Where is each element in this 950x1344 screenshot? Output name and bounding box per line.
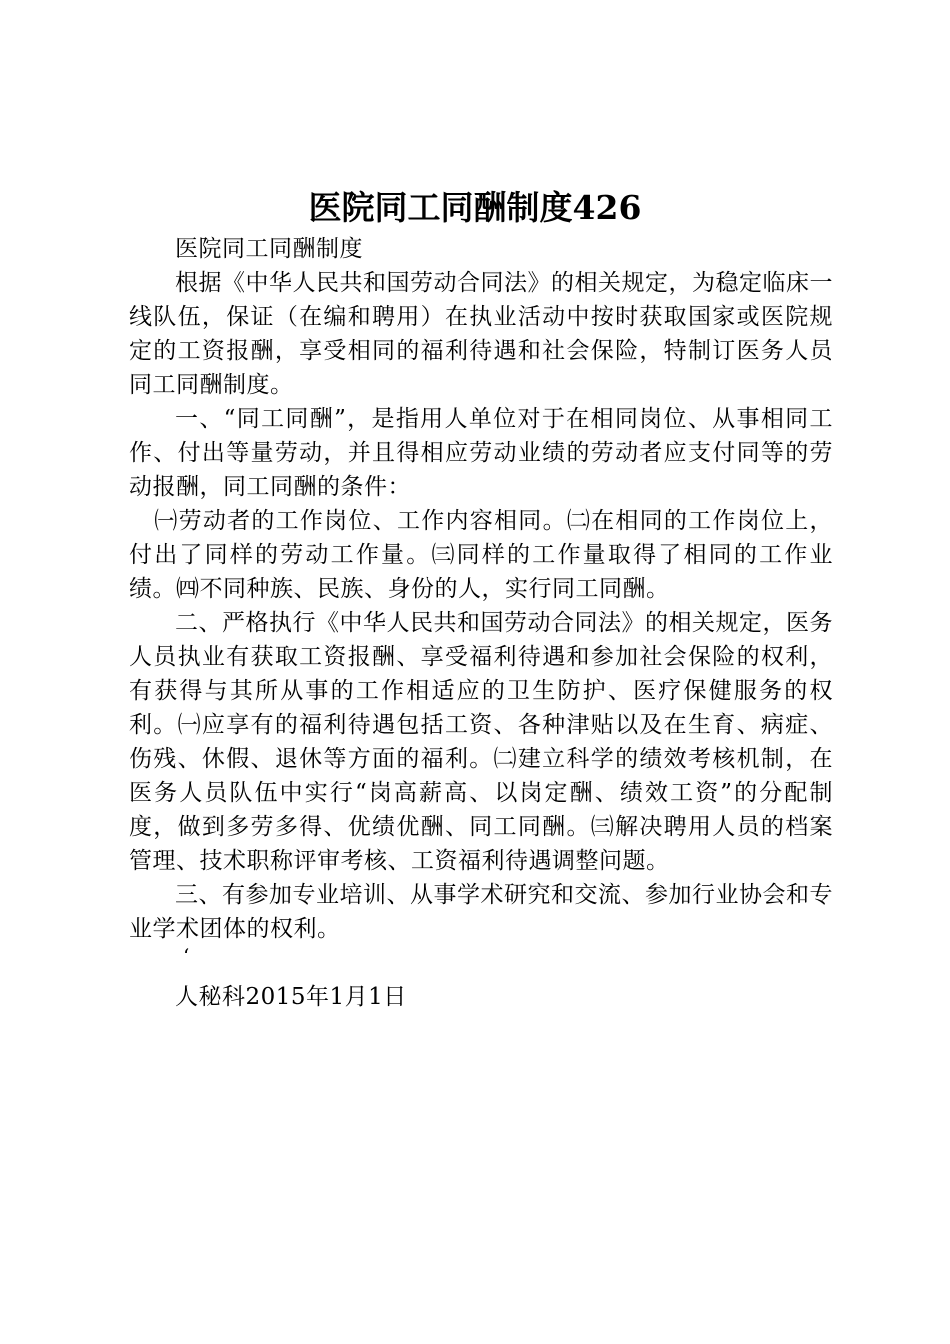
paragraph-section-2: 二、严格执行《中华人民共和国劳动合同法》的相关规定，医务人员执业有获取工资报酬、享受福利待遇和参加社会保险的权利，有获得与其所从事的工作相适应的卫生防护、医疗保健服务的权利。㈠应享有的福利待遇包括工资、各种津贴以及在生育、病症、伤残、休假、退休等方面的福利。㈡建立科学的绩效考核机制，在医务人员队伍中实行“岗高薪高、以岗定酬、绩效工资”的分配制度，做到多劳多得、优绩优酬、同工同酬。㈢解决聘用人员的档案管理、技术职称评审考核、工资福利待遇调整问题。: [129, 610, 833, 874]
stray-quote-mark: ‘: [183, 944, 190, 968]
signature-line: 人秘科2015年1月1日: [175, 984, 407, 1010]
paragraph-intro: 根据《中华人民共和国劳动合同法》的相关规定，为稳定临床一线队伍，保证（在编和聘用）在执业活动中按时获取国家或医院规定的工资报酬，享受相同的福利待遇和社会保险，特制订医务人员同工同酬制度。: [129, 270, 833, 398]
paragraph-conditions: ㈠劳动者的工作岗位、工作内容相同。㈡在相同的工作岗位上，付出了同样的劳动工作量。㈢同样的工作量取得了相同的工作业绩。㈣不同种族、民族、身份的人，实行同工同酬。: [129, 508, 833, 602]
document-subtitle: 医院同工同酬制度: [175, 236, 363, 262]
paragraph-section-3: 三、有参加专业培训、从事学术研究和交流、参加行业协会和专业学术团体的权利。: [129, 882, 833, 942]
document-title: 医院同工同酬制度426: [308, 188, 642, 227]
document-body: [129, 232, 833, 1014]
paragraph-section-1: 一、“同工同酬”，是指用人单位对于在相同岗位、从事相同工作、付出等量劳动，并且得相应劳动业绩的劳动者应支付同等的劳动报酬，同工同酬的条件：: [129, 406, 833, 500]
